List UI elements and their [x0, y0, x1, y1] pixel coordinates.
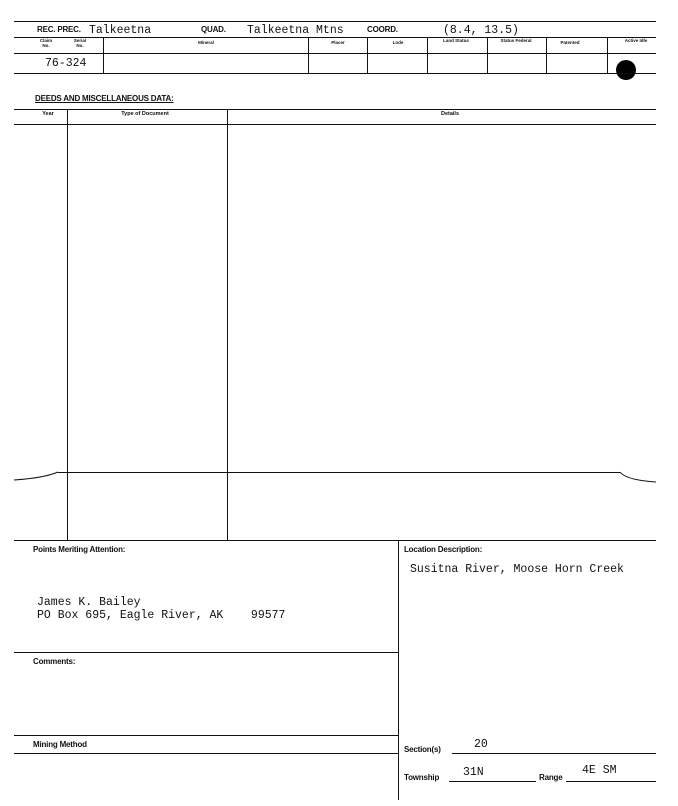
coord-value: (8.4, 13.5) [443, 24, 519, 37]
scan-line-left-curl [14, 468, 60, 482]
range-value: 4E SM [582, 764, 617, 777]
deeds-col-divider-2 [227, 109, 228, 540]
mining-method-label: Mining Method [33, 740, 87, 749]
land-status-header: Land Status [443, 38, 469, 43]
range-underline [566, 781, 656, 782]
location-value: Susitna River, Moose Horn Creek [410, 563, 624, 576]
section-value: 20 [474, 738, 488, 751]
location-label: Location Description: [404, 545, 483, 554]
quad-value: Talkeetna Mtns [247, 24, 344, 37]
status-federal-header: Status Federal [500, 38, 532, 43]
claim-no-header: Claim No. [39, 38, 53, 48]
mining-bottom-rule [14, 753, 398, 754]
active-indicator-dot [616, 60, 636, 80]
col-divider-state [487, 37, 488, 74]
deeds-header-rule [14, 124, 656, 125]
mineral-header: Mineral [198, 40, 214, 45]
quad-label: QUAD. [201, 25, 226, 34]
deeds-col-divider-1 [67, 109, 68, 540]
col-divider-patented [607, 37, 608, 74]
coord-label: COORD. [367, 25, 398, 34]
section-underline [452, 753, 656, 754]
deeds-scan-line [58, 472, 620, 473]
serial-no-header: Serial No. [73, 38, 87, 48]
township-value: 31N [463, 766, 484, 779]
claim-no-value: 76-324 [45, 57, 87, 70]
column-header-rule [14, 53, 656, 54]
deeds-top-rule [14, 109, 656, 110]
header-rule [14, 37, 656, 38]
active-idle-header: Active Idle [624, 38, 648, 43]
col-divider-placer [367, 37, 368, 74]
points-label: Points Meriting Attention: [33, 545, 126, 554]
township-underline [449, 781, 536, 782]
rec-prec-value: Talkeetna [89, 24, 152, 37]
mining-top-rule [14, 735, 398, 736]
col-divider-federal [546, 37, 547, 74]
bottom-section-top-rule [14, 540, 656, 541]
type-of-document-header: Type of Document [121, 111, 169, 117]
col-divider-lode [427, 37, 428, 74]
col-divider-mineral [308, 37, 309, 74]
year-header: Year [42, 111, 54, 117]
bottom-center-divider [398, 540, 399, 800]
rec-prec-label: REC. PREC. [37, 25, 81, 34]
comments-top-rule [14, 652, 398, 653]
col-divider-serial [103, 37, 104, 74]
placer-header: Placer [331, 40, 345, 45]
section-label: Section(s) [404, 745, 441, 754]
patented-header: Patented [560, 40, 580, 45]
top-rule [14, 21, 656, 22]
township-label: Township [404, 773, 440, 782]
row-bottom-rule [14, 73, 656, 74]
details-header: Details [440, 111, 460, 117]
points-line-2: PO Box 695, Eagle River, AK 99577 [37, 609, 286, 622]
lode-header: Lode [392, 40, 404, 45]
deeds-section-title: DEEDS AND MISCELLANEOUS DATA: [35, 94, 174, 103]
range-label: Range [539, 773, 563, 782]
comments-label: Comments: [33, 657, 76, 666]
scan-line-right-curl [618, 470, 658, 484]
points-line-1: James K. Bailey [37, 596, 141, 609]
